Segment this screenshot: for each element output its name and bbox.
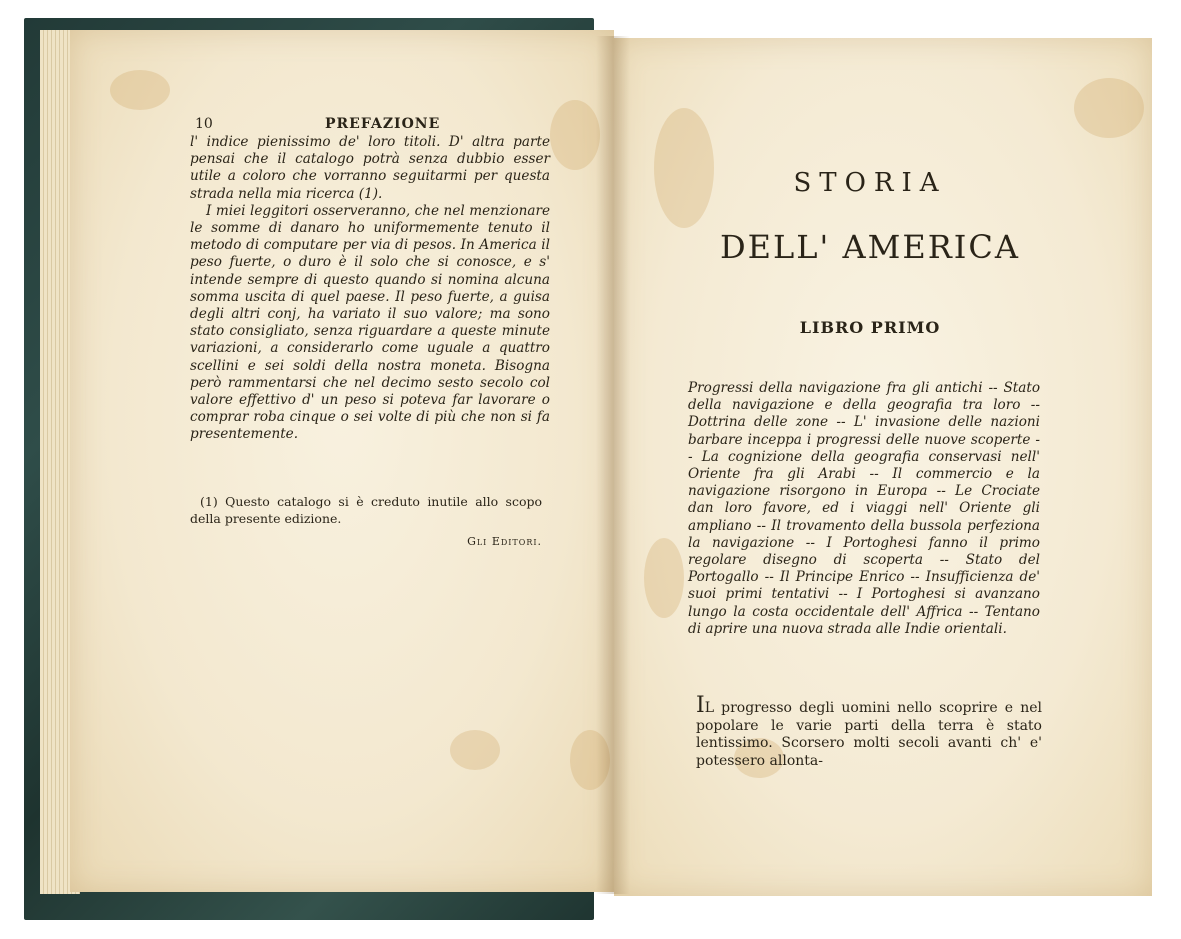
title-storia: STORIA	[793, 168, 947, 198]
drop-cap: I	[696, 693, 705, 718]
page-number: 10	[195, 116, 213, 132]
footnote-signature: Gli Editori.	[467, 535, 542, 548]
running-title: PREFAZIONE	[325, 116, 441, 132]
footnote-text: (1) Questo catalogo si è creduto inutile allo scopo della presente edizione.	[190, 494, 542, 526]
opening-paragraph	[696, 693, 1042, 770]
opening-text: progresso degli uomini nello scoprire e nel popolare le varie parti della terra è stato lentissimo. Scorsero molti secoli avanti ch' e' potessero allonta-	[696, 700, 1042, 769]
footnote	[190, 493, 542, 550]
title-dell-america: DELL' AMERICA	[719, 228, 1021, 266]
chapter-summary	[688, 380, 1040, 638]
preface-paragraph-2: I miei leggitori osserveranno, che nel menzionare le somme di danaro ho uniformemente tenuto il metodo di computare per via di pesos. In America il peso fuerte, o duro è il solo che si conosce, e s' intende sempre di questo quando si nomina alcuna somma uscita di quel paese. Il peso fuerte, a guisa degli altri conj, ha variato il suo valore; ma sono stato consigliato, senza riguardare a queste minute variazioni, a considerarlo come uguale a quattro scellini e sei soldi della nostra moneta. Bisogna però rammentarsi che nel decimo sesto secolo col valore effettivo d' un peso si poteva far lavorare o comprar roba cinque o sei volte di più che non si fa presentemente.	[190, 202, 550, 443]
preface-body	[190, 134, 550, 444]
book-gutter	[596, 36, 630, 894]
book-heading: LIBRO PRIMO	[799, 318, 941, 337]
small-cap: L	[704, 700, 714, 716]
chapter-summary-text: Progressi della navigazione fra gli antichi -- Stato della navigazione e della geografia tra loro -- Dottrina delle zone -- L' invasione delle nazioni barbare inceppa i progressi delle nuove scoperte -- La cognizione della geografia conservasi nell' Oriente fra gli Arabi -- Il commercio e la navigazione risorgono in Europa -- Le Crociate dan loro favore, ed i viaggi nell' Oriente gli ampliano -- Il trovamento della bussola perfeziona la navigazione -- I Portoghesi fanno il primo regolare disegno di scoperta -- Stato del Portogallo -- Il Principe Enrico -- Insufficienza de' suoi primi tentativi -- I Portoghesi si avanzano lungo la costa occidentale dell' Affrica -- Tentano di aprire una nuova strada alle Indie orientali.	[688, 380, 1040, 637]
preface-paragraph-1: l' indice pienissimo de' loro titoli. D' altra parte pensai che il catalogo potrà senza dubbio esser utile a coloro che vorranno seguitarmi per questa strada nella mia ricerca (1).	[190, 134, 550, 202]
